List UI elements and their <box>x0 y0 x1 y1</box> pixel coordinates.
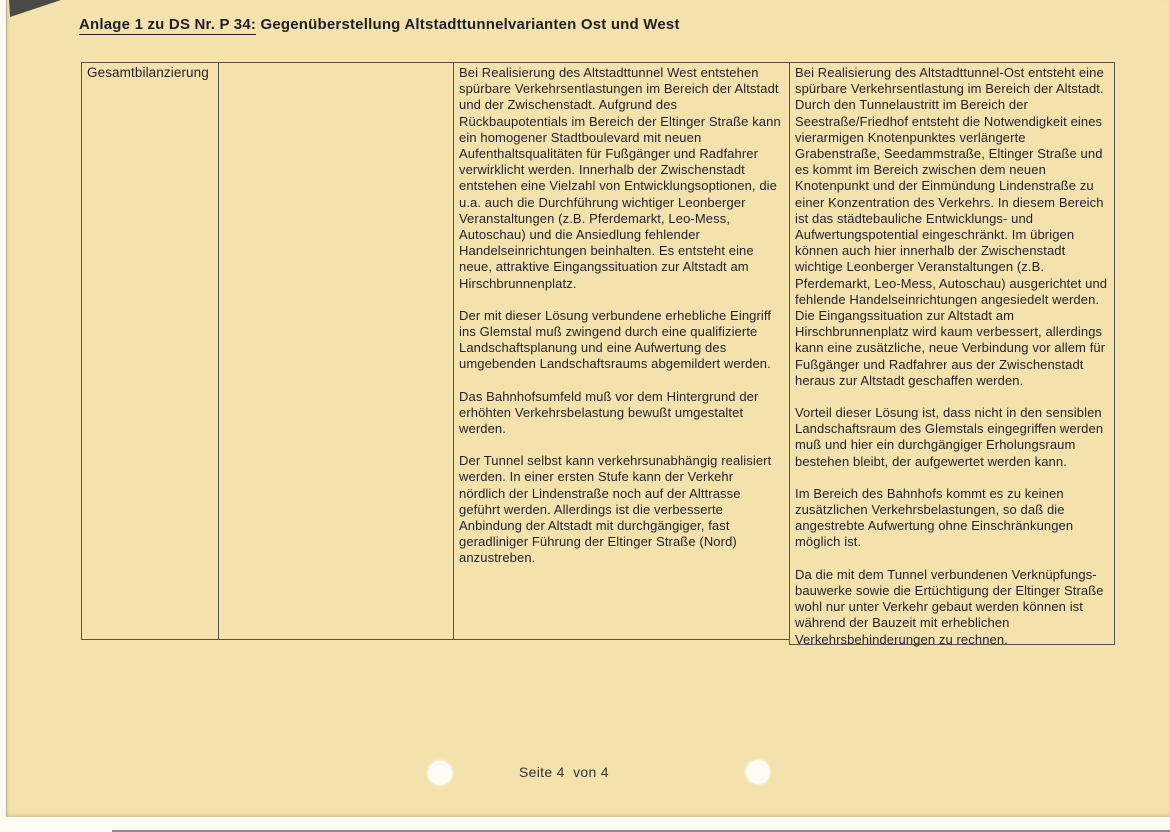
ost-paragraph: Vorteil dieser Lösung ist, dass nicht in den sensiblen Landschaftsraum des Glemstals eingegriffen werden muß und hier ein durchgängiger Erholungsraum bestehen bleibt, der aufgewertet werden kann. <box>795 405 1104 469</box>
ost-variant-cell <box>789 62 1115 645</box>
title-text: Gegenüberstellung Altstadttunnelvarianten Ost und West <box>256 16 680 33</box>
punch-hole-right <box>746 760 770 784</box>
west-paragraph: Der Tunnel selbst kann verkehrsunabhängig realisiert werden. In einer ersten Stufe kann der Verkehr nördlich der Lindenstraße noch auf der Alttrasse geführt werden. Allerdings ist die verbesserte Anbindung der Altstadt mit durchgängiger, fast geradliniger Führung der Eltinger Straße (Nord) anzustreben. <box>459 453 772 566</box>
punch-hole-left <box>428 761 452 785</box>
row-label: Gesamtbilanzierung <box>87 65 209 80</box>
page-number-indicator: Seite 4 von 4 <box>519 764 609 780</box>
document-title <box>79 16 680 33</box>
west-paragraph: Das Bahnhofsumfeld muß vor dem Hintergrund der erhöhten Verkehrsbelastung bewußt umgestaltet werden. <box>459 388 759 437</box>
title-reference-label: Anlage 1 zu DS Nr. P 34: <box>79 16 257 33</box>
empty-cell <box>218 62 454 640</box>
ost-paragraph: Bei Realisierung des Altstadttunnel-Ost entsteht eine spürbare Verkehrsentlastung im Bereich der Altstadt. Durch den Tunnelaustritt im Bereich der Seestraße/Friedhof entsteht die Notwendigkeit eines vierarmigen Knotenpunktes verlängerte Grabenstraße, Seedammstraße, Eltinger Straße und es kommt im Bereich zwischen dem neuen Knotenpunkt und der Einmündung Lindenstraße zu einer Konzentration des Verkehrs. In diesem Bereich ist das städtebauliche Entwicklungs- und Aufwertungspotential eingeschränkt. Im übrigen können auch hier innerhalb der Zwischenstadt wichtige Leonberger Veranstaltungen (z.B. Pferdemarkt, Leo-Mess, Autoschau) ausgerichtet und fehlende Handelseinrichtungen angesiedelt werden. Die Eingangssituation zur Altstadt am Hirschbrunnenplatz wird kaum verbessert, allerdings kann eine zusätzliche, neue Verbindung vor allem für Fußgänger und Radfahrer aus der Zwischenstadt heraus zur Altstadt geschaffen werden. <box>795 65 1108 388</box>
west-variant-cell <box>453 62 790 640</box>
row-label-cell <box>81 62 219 640</box>
ost-paragraph: Im Bereich des Bahnhofs kommt es zu keinen zusätzlichen Verkehrsbelastungen, so daß die angestrebte Aufwertung ohne Einschränkungen möglich ist. <box>795 485 1074 550</box>
west-paragraph: Der mit dieser Lösung verbundene erhebliche Eingriff ins Glemstal muß zwingend durch eine qualifizierte Landschaftsplanung und eine Aufwertung des umgebenden Landschaftsraums abgemildert werden. <box>459 307 772 372</box>
paper-sheet <box>6 0 1170 817</box>
ost-paragraph: Da die mit dem Tunnel verbundenen Verknüpfungs-bauwerke sowie die Ertüchtigung der Eltinger Straße wohl nur unter Verkehr gebaut werden können ist während der Bauzeit mit erheblichen Verkehrsbehinderungen zu rechnen. <box>795 566 1104 647</box>
west-paragraph: Bei Realisierung des Altstadttunnel West entstehen spürbare Verkehrsentlastungen im Bereich der Altstadt und der Zwischenstadt. Aufgrund des Rückbaupotentials im Bereich der Eltinger Straße kann ein homogener Stadtboulevard mit neuen Aufenthaltsqualitäten für Fußgänger und Radfahrer verwirklicht werden. Innerhalb der Zwischenstadt entstehen eine Vielzahl von Entwicklungsoptionen, die u.a. auch die Durchführung wichtiger Leonberger Veranstaltungen (z.B. Pferdemarkt, Leo-Mess, Autoschau) und die Ansiedlung fehlender Handelseinrichtungen beinhalten. Es entsteht eine neue, attraktive Eingangssituation zur Altstadt am Hirschbrunnenplatz. <box>459 65 781 291</box>
scan-corner-artifact <box>9 0 61 17</box>
comparison-table <box>81 62 1115 645</box>
